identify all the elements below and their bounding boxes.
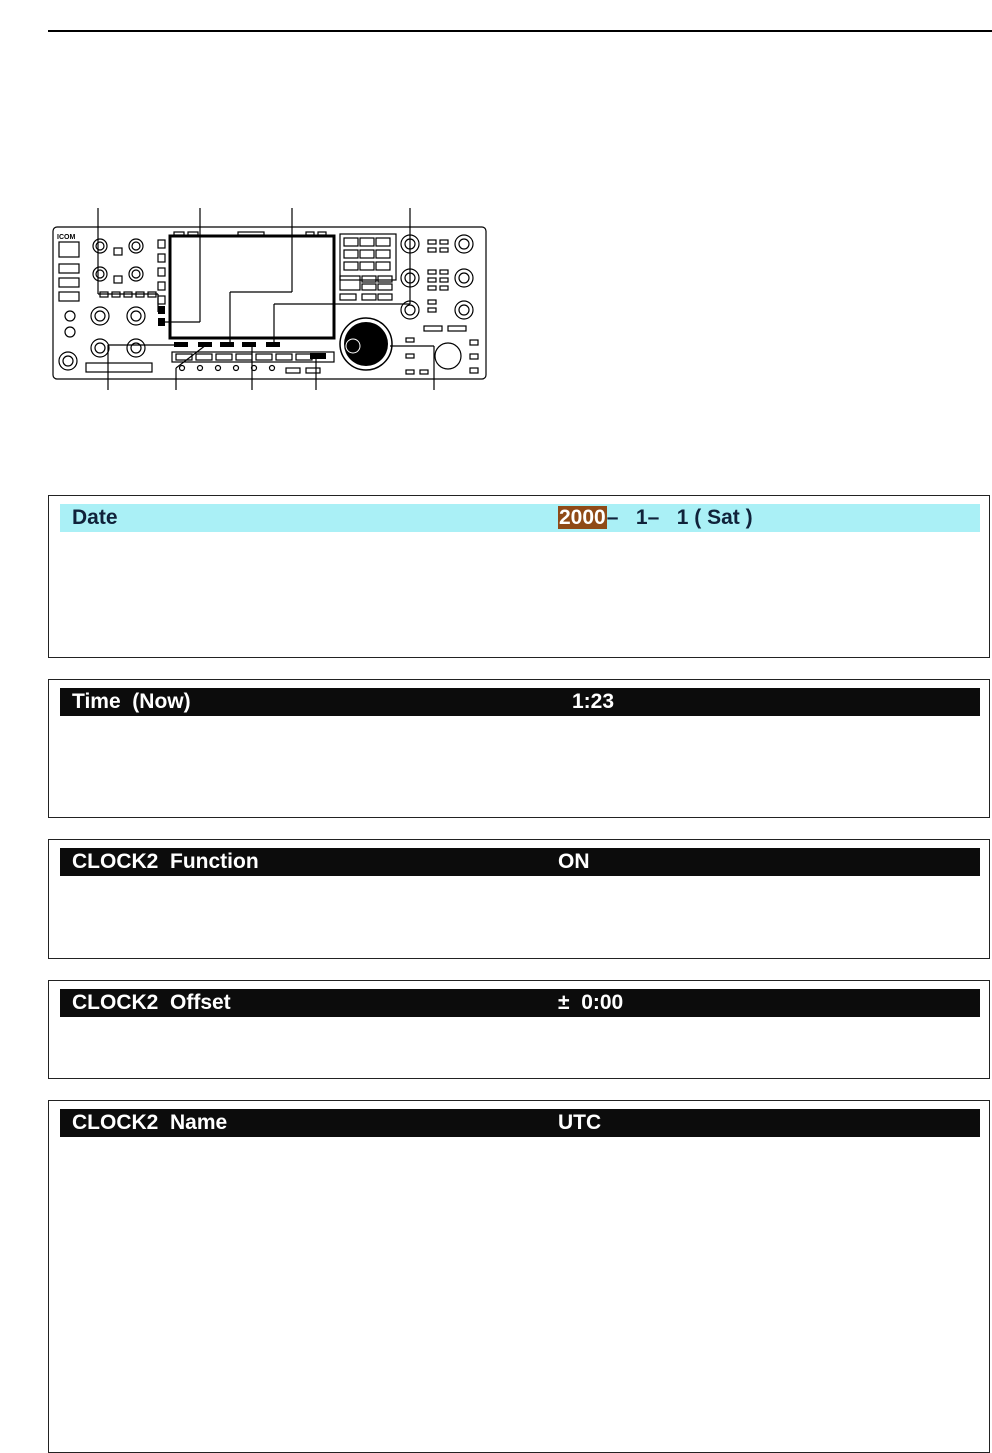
setting-label: CLOCK2 Offset xyxy=(72,991,231,1014)
setting-value: ON xyxy=(558,850,590,873)
clock2-offset-panel xyxy=(48,980,990,1079)
setting-value xyxy=(558,504,753,532)
setting-value: 1:23 xyxy=(572,690,615,713)
time-setting-row[interactable] xyxy=(60,688,980,716)
time-setting-panel xyxy=(48,679,990,818)
clock2-function-row[interactable] xyxy=(60,848,980,876)
date-setting-row[interactable] xyxy=(60,504,980,532)
date-setting-panel xyxy=(48,495,990,658)
clock2-offset-row[interactable] xyxy=(60,989,980,1017)
setting-value: UTC xyxy=(558,1111,602,1134)
top-rule xyxy=(48,30,992,32)
clock2-name-panel xyxy=(48,1100,990,1453)
setting-value: ± 0:00 xyxy=(558,991,624,1014)
date-rest: – 1– 1 ( Sat ) xyxy=(606,506,753,529)
radio-front-panel-figure xyxy=(50,208,492,394)
clock2-function-panel xyxy=(48,839,990,959)
setting-label: Time (Now) xyxy=(72,690,191,713)
setting-label: CLOCK2 Name xyxy=(72,1111,228,1134)
setting-label: CLOCK2 Function xyxy=(72,850,259,873)
setting-label: Date xyxy=(72,506,118,529)
clock2-name-row[interactable] xyxy=(60,1109,980,1137)
brand-logo: ICOM xyxy=(57,234,76,241)
selected-year-field[interactable]: 2000 xyxy=(559,506,606,529)
